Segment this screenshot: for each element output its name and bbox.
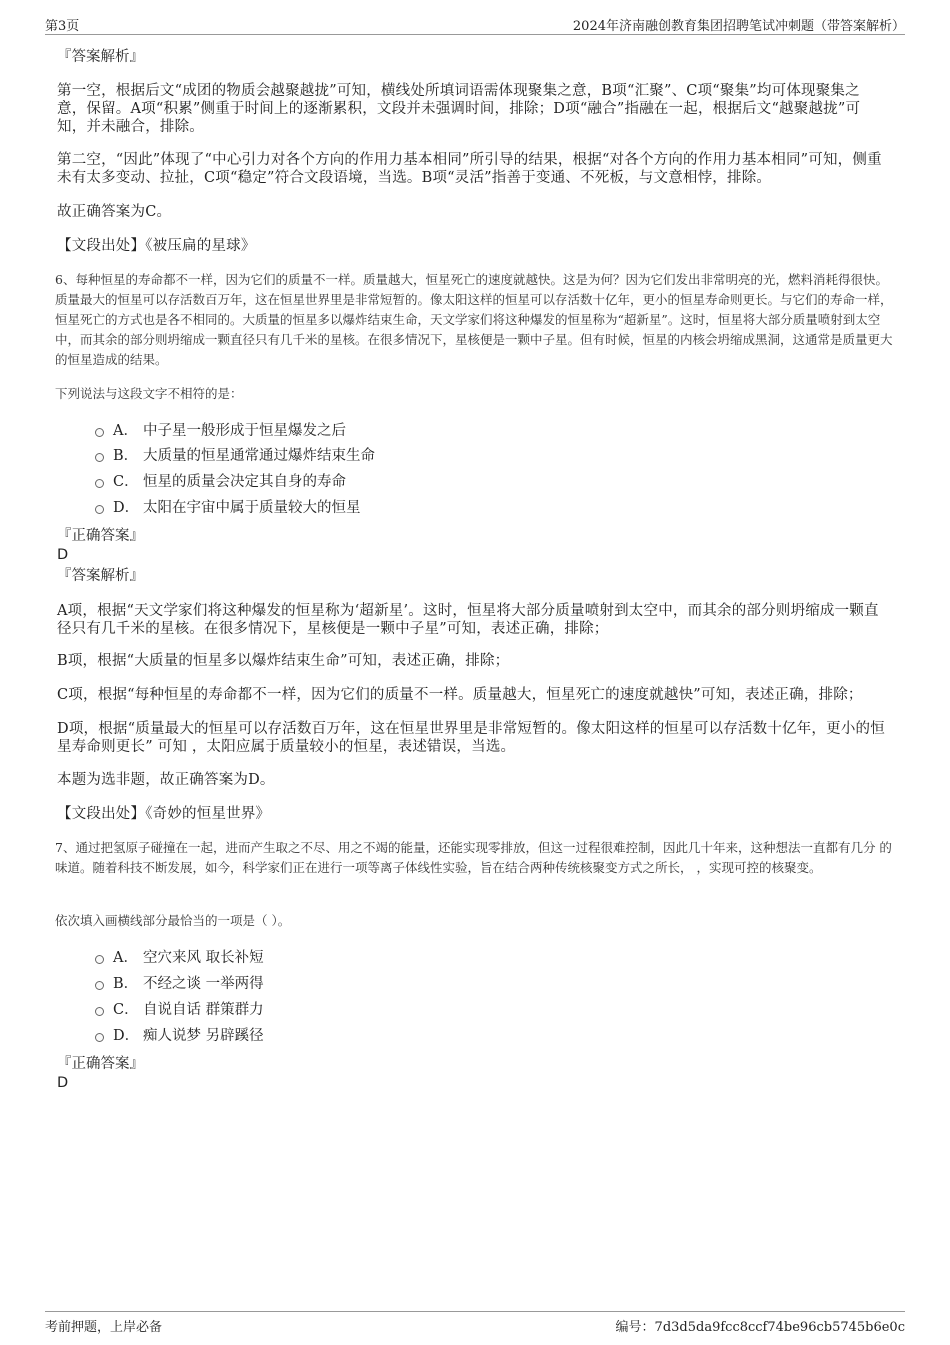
- radio-icon[interactable]: [95, 1007, 104, 1016]
- footer-slogan: 考前押题，上岸必备: [45, 1320, 163, 1335]
- q6-source: 【文段出处】《奇妙的恒星世界》: [57, 806, 271, 822]
- radio-icon[interactable]: [95, 428, 104, 437]
- q7-answer-heading: 『正确答案』: [57, 1056, 144, 1072]
- radio-icon[interactable]: [95, 453, 104, 462]
- q6-analysis-b: B项，根据“大质量的恒星多以爆炸结束生命”可知，表述正确，排除；: [57, 653, 510, 669]
- radio-icon[interactable]: [95, 1033, 104, 1042]
- q6-option-b[interactable]: B． 大质量的恒星通常通过爆炸结束生命: [95, 446, 375, 466]
- q5-analysis-para2: 第二空，“因此”体现了“中心引力对各个方向的作用力基本相同”所引导的结果，根据“对各个方向的作用力基本相同”可知，侧重未有太多变动、拉扯，C项“稳定”符合文段语境，当选。B项“灵活”指善于变通、不死板，与文意相悖，排除。: [57, 152, 882, 186]
- q5-source: 【文段出处】《被压扁的星球》: [57, 238, 256, 254]
- q7-option-a[interactable]: A． 空穴来风 取长补短: [95, 948, 264, 968]
- q6-analysis-c: C项，根据“每种恒星的寿命都不一样，因为它们的质量不一样。质量越大，恒星死亡的速度就越快”可知，表述正确，排除；: [57, 687, 863, 703]
- q5-analysis-para1: 第一空，根据后文“成团的物质会越聚越拢”可知，横线处所填词语需体现聚集之意，B项“汇聚”、C项“聚集”均可体现聚集之意，保留。A项“积累”侧重于时间上的逐渐累积，文段并未强调时间，排除；D项“融合”指融在一起，根据后文“越聚越拢”可知，并未融合，排除。: [57, 83, 861, 135]
- q7-question: 依次填入画横线部分最恰当的一项是（ ）。: [55, 913, 291, 928]
- q6-option-c[interactable]: C． 恒星的质量会决定其自身的寿命: [95, 472, 346, 492]
- q6-analysis-a: A项，根据“天文学家们将这种爆发的恒星称为‘超新星’。这时，恒星将大部分质量喷射到太空中，而其余的部分则坍缩成一颗直径只有几千米的星核。在很多情况下，星核便是一颗中子星”可知，表述正确，排除；: [57, 603, 879, 637]
- q6-option-d[interactable]: D． 太阳在宇宙中属于质量较大的恒星: [95, 498, 361, 518]
- radio-icon[interactable]: [95, 505, 104, 514]
- q6-analysis-heading: 『答案解析』: [57, 568, 144, 584]
- q6-analysis-d: D项，根据“质量最大的恒星可以存活数百万年，这在恒星世界里是非常短暂的。像太阳这样的恒星可以存活数十亿年，更小的恒星寿命则更长” 可知 ，太阳应属于质量较小的恒星，表述错误，当选。: [57, 721, 885, 755]
- q6-stem: 6、每种恒星的寿命都不一样，因为它们的质量不一样。质量越大，恒星死亡的速度就越快。这是为何？因为它们发出非常明亮的光，燃料消耗得很快。质量最大的恒星可以存活数百万年，这在恒星世界里是非常短暂的。像太阳这样的恒星可以存活数十亿年，更小的恒星寿命则更长。与它们的寿命一样，恒星死亡的方式也是各不相同的。大质量的恒星多以爆炸结束生命，天文学家们将这种爆发的恒星称为“超新星”。这时，恒星将大部分质量喷射到太空中，而其余的部分则坍缩成一颗直径只有几千米的星核。在很多情况下，星核便是一颗中子星。但有时候，恒星的内核会坍缩成黑洞，这通常是质量更大的恒星造成的结果。: [55, 272, 893, 367]
- q7-stem: 7、通过把氢原子碰撞在一起，进而产生取之不尽、用之不竭的能量，还能实现零排放，但这一过程很难控制，因此几十年来，这种想法一直都有几分 的味道。随着科技不断发展，如今，科学家们正在进行一项等离子体线性实验，旨在结合两种传统核聚变方式之所长， ，实现可控的核聚变。: [55, 840, 892, 875]
- page-header: [45, 14, 905, 35]
- q7-option-c[interactable]: C． 自说自话 群策群力: [95, 1000, 264, 1020]
- q6-option-a[interactable]: A． 中子星一般形成于恒星爆发之后: [95, 421, 346, 441]
- q7-answer: D: [57, 1075, 69, 1091]
- q5-conclusion: 故正确答案为C。: [57, 204, 172, 220]
- q5-analysis-heading: 『答案解析』: [57, 49, 144, 65]
- q6-answer: D: [57, 547, 69, 563]
- q6-conclusion: 本题为选非题，故正确答案为D。: [57, 772, 275, 788]
- q7-option-d[interactable]: D． 痴人说梦 另辟蹊径: [95, 1026, 264, 1046]
- radio-icon[interactable]: [95, 479, 104, 488]
- radio-icon[interactable]: [95, 981, 104, 990]
- page-footer: [45, 1311, 905, 1334]
- document-title: 2024年济南融创教育集团招聘笔试冲刺题（带答案解析）: [572, 19, 905, 34]
- radio-icon[interactable]: [95, 955, 104, 964]
- page-number: 第3页: [45, 19, 80, 34]
- q6-answer-heading: 『正确答案』: [57, 528, 144, 544]
- q6-question: 下列说法与这段文字不相符的是：: [55, 386, 243, 401]
- document-id: 编号：7d3d5da9fcc8ccf74be96cb5745b6e0c: [615, 1320, 905, 1335]
- q7-option-b[interactable]: B． 不经之谈 一举两得: [95, 974, 264, 994]
